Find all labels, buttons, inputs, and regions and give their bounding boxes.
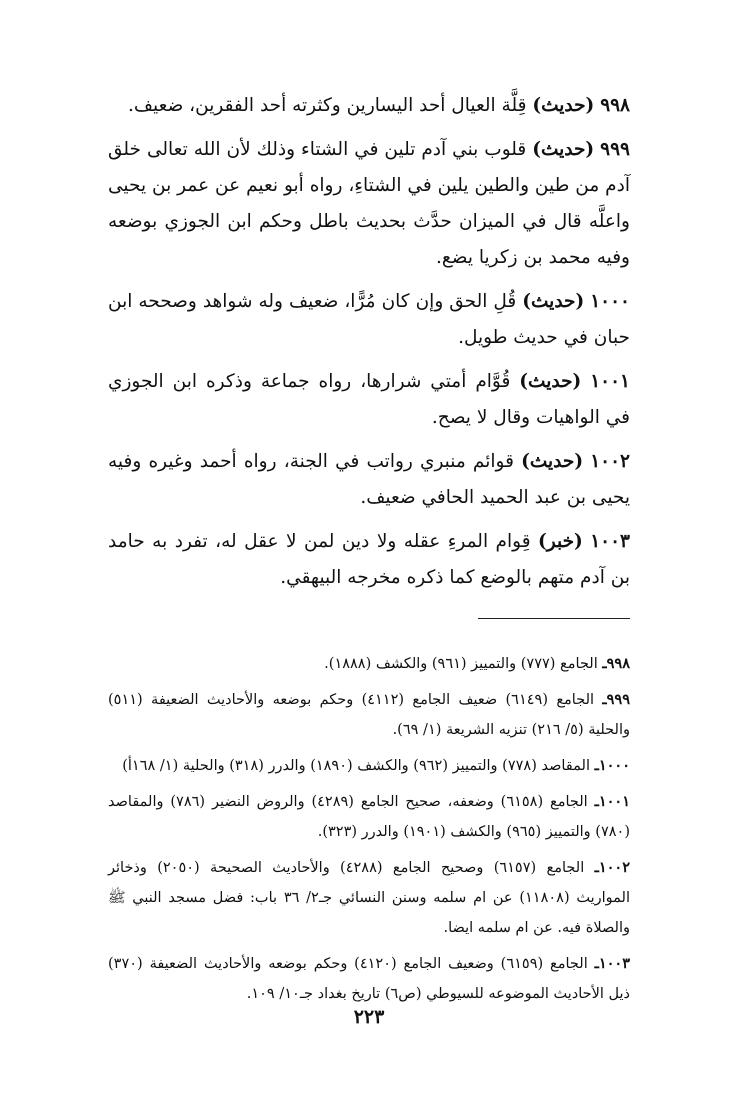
entry-kind: (حديث) xyxy=(532,95,595,116)
footnote-text: الجامع (٦١٤٩) ضعيف الجامع (٤١١٢) وحكم بوضعه والأحاديث الضعيفة (٥١١) والحلية (٥/ ٢١٦) تنزيه الشريعة (١/ ٦٩). xyxy=(108,692,630,738)
entry-text: قُوَّام أمتي شرارها، رواه جماعة وذكره ابن الجوزي في الواهيات وقال لا يصح. xyxy=(108,371,630,428)
entry-text: قلوب بني آدم تلين في الشتاء وذلك لأن الله تعالى خلق آدم من طين والطين يلين في الشتاءِ، رواه أبو نعيم عن عمر بن يحيى واعلَّه قال في الميزان حدَّث بحديث باطل وحكم ابن الجوزي بوضعه وفيه محمد بن زكريا يضع. xyxy=(108,139,630,268)
entry-kind: (حديث) xyxy=(522,291,585,312)
page-number: ٢٢٣ xyxy=(353,1006,385,1028)
footnote-number: ١٠٠٢ـ xyxy=(594,859,630,876)
entry-number: ١٠٠١ xyxy=(590,371,630,392)
hadith-entry xyxy=(108,88,630,124)
footnote-text: المقاصد (٧٧٨) والتمييز (٩٦٢) والكشف (١٨٩٠) والدرر (٣١٨) والحلية (١/ ١٦٨أ) xyxy=(122,758,590,774)
footnote xyxy=(108,853,630,943)
footnote-number: ٩٩٨ـ xyxy=(602,655,630,672)
footnote xyxy=(108,949,630,1009)
main-text xyxy=(108,88,630,596)
footnote-number: ١٠٠٣ـ xyxy=(594,955,630,972)
footnote-text: الجامع (٦١٥٧) وصحيح الجامع (٤٢٨٨) والأحاديث الصحيحة (٢٠٥٠) وذخائر المواريث (١١٨٠٨) عن ام سلمه وسنن النسائي جـ٢/ ٣٦ باب: فضل مسجد النبي ﷺ والصلاة فيه. عن ام سلمه ايضا. xyxy=(108,860,631,936)
footnote xyxy=(108,787,630,847)
entry-number: ١٠٠٢ xyxy=(590,451,630,472)
footnote-text: الجامع (٧٧٧) والتمييز (٩٦١) والكشف (١٨٨٨). xyxy=(324,656,598,672)
footnote-text: الجامع (٦١٥٨) وضعفه، صحيح الجامع (٤٢٨٩) والروض النضير (٧٨٦) والمقاصد (٧٨٠) والتمييز (٩٦٥) والكشف (١٩٠١) والدرر (٣٢٣). xyxy=(108,794,630,840)
footnotes xyxy=(108,649,630,1009)
footnote-divider xyxy=(478,618,630,619)
entry-kind: (حديث) xyxy=(532,139,595,160)
hadith-entry xyxy=(108,524,630,596)
footnote-number: ١٠٠١ـ xyxy=(594,793,630,810)
entry-text: قِلَّة العيال أحد اليسارين وكثرته أحد الفقرين، ضعيف. xyxy=(128,95,527,116)
footnote-number: ٩٩٩ـ xyxy=(602,691,631,708)
entry-number: ١٠٠٠ xyxy=(590,291,630,312)
footnote xyxy=(108,685,630,745)
entry-kind: (حديث) xyxy=(519,371,582,392)
hadith-entry xyxy=(108,444,630,516)
footnote-text: الجامع (٦١٥٩) وضعيف الجامع (٤١٢٠) وحكم بوضعه والأحاديث الضعيفة (٣٧٠) ذيل الأحاديث الموضوعه للسيوطي (ص٦) تاريخ بغداد جـ١٠/ ١٠٩. xyxy=(108,956,630,1002)
footnote xyxy=(108,751,630,781)
entry-text: قُلِ الحق وإن كان مُرًّا، ضعيف وله شواهد وصححه ابن حبان في حديث طويل. xyxy=(108,291,630,348)
hadith-entry xyxy=(108,364,630,436)
entry-kind: (خبر) xyxy=(538,531,583,552)
entry-text: قوائم منبري رواتب في الجنة، رواه أحمد وغيره وفيه يحيى بن عبد الحميد الحافي ضعيف. xyxy=(108,451,630,508)
page xyxy=(108,88,630,1064)
entry-number: ٩٩٩ xyxy=(600,139,630,160)
footnote xyxy=(108,649,630,679)
entry-number: ١٠٠٣ xyxy=(590,531,630,552)
entry-kind: (حديث) xyxy=(521,451,584,472)
hadith-entry xyxy=(108,284,630,356)
footnote-number: ١٠٠٠ـ xyxy=(594,757,630,774)
entry-number: ٩٩٨ xyxy=(600,95,630,116)
entry-text: قِوام المرءِ عقله ولا دين لمن لا عقل له، تفرد به حامد بن آدم متهم بالوضع كما ذكره مخرجه البيهقي. xyxy=(108,531,630,588)
hadith-entry xyxy=(108,132,630,276)
